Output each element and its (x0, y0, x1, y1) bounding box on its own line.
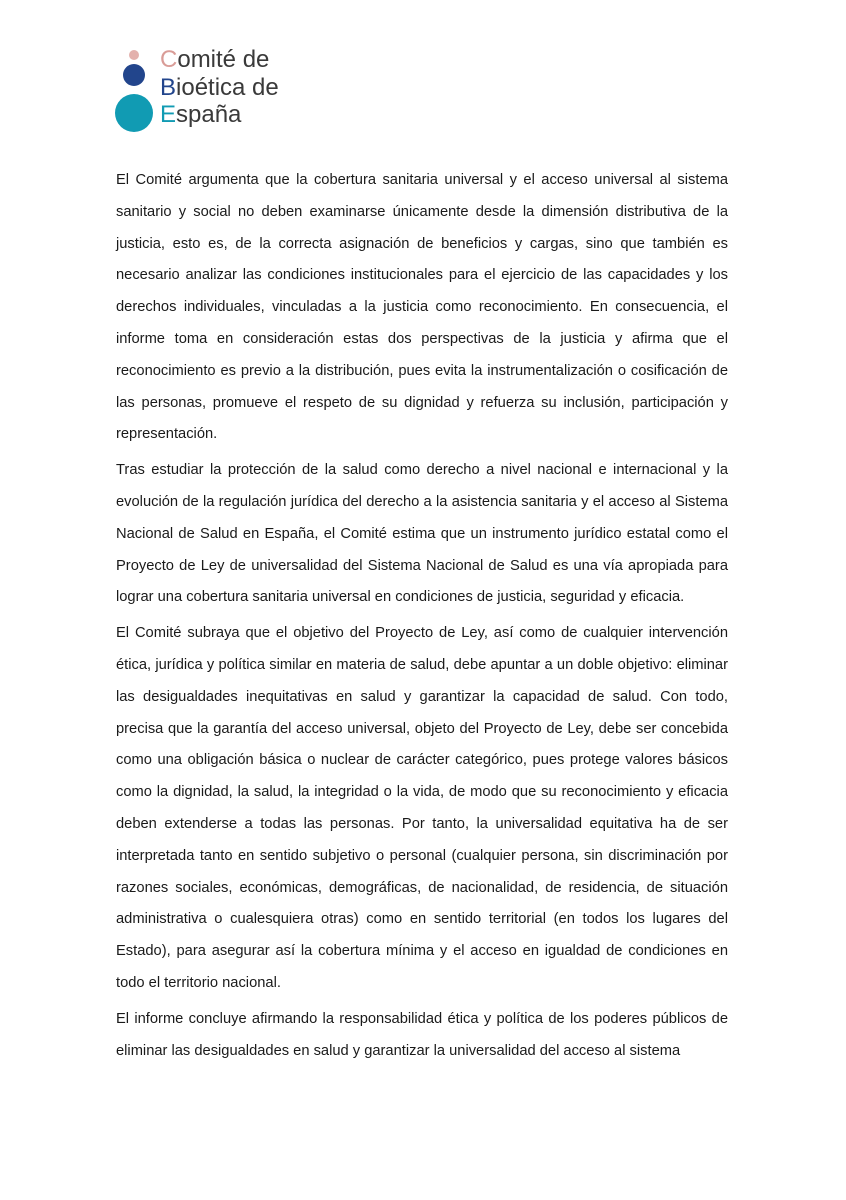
paragraph-3: El Comité subraya que el objetivo del Proyecto de Ley, así como de cualquier intervención ética, jurídica y política similar en materia de salud, debe apuntar a un doble objetivo: eliminar las desigualdades inequitativas en salud y garantizar la capacidad de salud. Con todo, precisa que la garantía del acceso universal, objeto del Proyecto de Ley, debe ser concebida como una obligación básica o nuclear de carácter categórico, pues protege valores básicos como la dignidad, la salud, la integridad o la vida, de modo que su reconocimiento y eficacia deben extenderse a todas las personas. Por tanto, la universalidad equitativa ha de ser interpretada tanto en sentido subjetivo o personal (cualquier persona, sin discriminación por razones sociales, económicas, demográficas, de nacionalidad, de residencia, de situación administrativa o cualesquiera otras) como en sentido territorial (en todos los lugares del Estado), para asegurar así la cobertura mínima y el acceso en igualdad de condiciones en todo el territorio nacional. (116, 625, 728, 991)
document-body (116, 165, 728, 1071)
paragraph-4: El informe concluye afirmando la responsabilidad ética y política de los poderes públicos de eliminar las desigualdades en salud y garantizar la universalidad del acceso al sistema (116, 1010, 728, 1059)
logo-initial-c: C (160, 46, 178, 73)
logo-line-1 (160, 46, 279, 74)
paragraph-1: El Comité argumenta que la cobertura sanitaria universal y el acceso universal al sistema sanitario y social no deben examinarse únicamente desde la dimensión distributiva de la justicia, esto es, de la correcta asignación de beneficios y cargas, sino que también es necesario analizar las condiciones institucionales para el ejercicio de las capacidades y los derechos individuales, vinculadas a la justicia como reconocimiento. En consecuencia, el informe toma en consideración estas dos perspectivas de la justicia y afirma que el reconocimiento es previo a la distribución, pues evita la instrumentalización o cosificación de las personas, promueve el respeto de su dignidad y refuerza su inclusión, participación y representación. (116, 172, 728, 443)
logo (113, 44, 313, 134)
paragraph-2: Tras estudiar la protección de la salud como derecho a nivel nacional e internacional y la evolución de la regulación jurídica del derecho a la asistencia sanitaria y el acceso al Sistema Nacional de Salud en España, el Comité estima que un instrumento jurídico estatal como el Proyecto de Ley de universalidad del Sistema Nacional de Salud es una vía apropiada para lograr una cobertura sanitaria universal en condiciones de justicia, seguridad y eficacia. (116, 462, 728, 606)
logo-initial-e: E (160, 101, 177, 128)
logo-dot-medium (123, 64, 145, 86)
logo-text-3: spaña (176, 101, 242, 128)
logo-initial-b: B (160, 73, 177, 101)
logo-dot-large (115, 94, 153, 132)
logo-wordmark (160, 46, 279, 129)
logo-line-2 (160, 74, 279, 102)
logo-text-2: ioética de (176, 73, 279, 101)
logo-dot-small (129, 50, 139, 60)
logo-line-3 (160, 101, 279, 129)
logo-text-1: omité de (177, 46, 270, 73)
